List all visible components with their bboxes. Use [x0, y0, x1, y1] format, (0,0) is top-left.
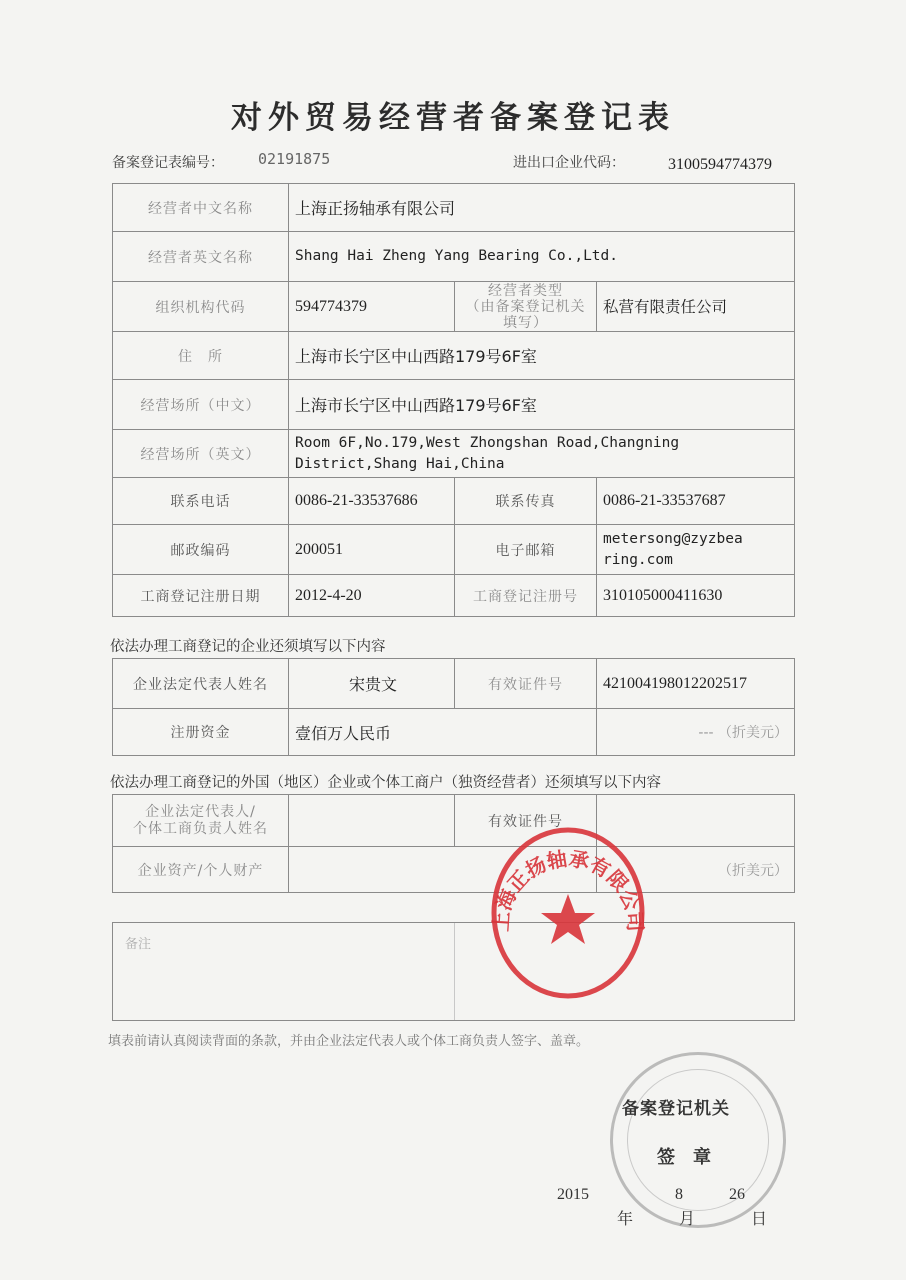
- foreign-rep-label: [113, 795, 289, 847]
- email-line2: ring.com: [603, 551, 673, 568]
- sign-year: 2015: [557, 1186, 589, 1203]
- remarks-table: [112, 922, 795, 1021]
- seal-star-icon: [541, 894, 595, 944]
- address-label: 住 所: [113, 332, 289, 380]
- capital-usd: ---: [698, 725, 714, 741]
- sign-day: 26: [729, 1186, 745, 1203]
- year-unit: 年: [617, 1209, 634, 1228]
- place-en-line2: District,Shang Hai,China: [295, 455, 505, 472]
- org-code: 594774379: [289, 282, 455, 332]
- filing-no: 02191875: [258, 150, 331, 168]
- email: [597, 525, 795, 575]
- phone-label: 联系电话: [113, 478, 289, 525]
- operator-type-label-line2: （由备案登记机关填写）: [465, 298, 586, 331]
- reg-no-label: 工商登记注册号: [455, 575, 597, 617]
- capital-usd-cell: [597, 709, 795, 756]
- ie-code: 3100594774379: [668, 156, 772, 173]
- company-seal-text: 上海正扬轴承有限公司: [488, 846, 648, 933]
- footer-note: 填表前请认真阅读背面的条款，并由企业法定代表人或个体工商负责人签字、盖章。: [108, 1034, 590, 1049]
- remarks-label: 备注: [113, 923, 455, 1021]
- company-seal: [488, 822, 648, 1004]
- day-unit: 日: [751, 1209, 768, 1228]
- reg-no: 310105000411630: [597, 575, 795, 617]
- main-info-table: [112, 183, 795, 617]
- fax-label: 联系传真: [455, 478, 597, 525]
- section1-heading: 依法办理工商登记的企业还须填写以下内容: [110, 639, 386, 655]
- operator-type-label-line1: 经营者类型: [488, 282, 563, 299]
- usd-label: （折美元）: [718, 725, 788, 741]
- seal-label: 签 章: [657, 1147, 711, 1168]
- fax: 0086-21-33537687: [597, 478, 795, 525]
- authority-seal: [610, 1052, 786, 1228]
- org-code-label: 组织机构代码: [113, 282, 289, 332]
- en-name-label: 经营者英文名称: [113, 232, 289, 282]
- id-label: 有效证件号: [455, 659, 597, 709]
- postcode-label: 邮政编码: [113, 525, 289, 575]
- reg-date-label: 工商登记注册日期: [113, 575, 289, 617]
- assets-label: 企业资产/个人财产: [113, 847, 289, 893]
- place-cn-label: 经营场所（中文）: [113, 380, 289, 430]
- capital: 壹佰万人民币: [289, 709, 597, 756]
- legal-rep-label: 企业法定代表人姓名: [113, 659, 289, 709]
- operator-type: 私营有限责任公司: [597, 282, 795, 332]
- id-no: 421004198012202517: [597, 659, 795, 709]
- foreign-rep-label-line1: 企业法定代表人/: [145, 803, 256, 820]
- assets-usd-label: （折美元）: [597, 847, 795, 893]
- email-line1: metersong@zyzbea: [603, 530, 743, 547]
- reg-date: 2012-4-20: [289, 575, 455, 617]
- document-title: 对外贸易经营者备案登记表: [231, 100, 675, 136]
- place-en-label: 经营场所（英文）: [113, 430, 289, 478]
- cn-name: 上海正扬轴承有限公司: [289, 184, 795, 232]
- email-label: 电子邮箱: [455, 525, 597, 575]
- operator-type-label: [455, 282, 597, 332]
- address: 上海市长宁区中山西路179号6F室: [289, 332, 795, 380]
- en-name: Shang Hai Zheng Yang Bearing Co.,Ltd.: [289, 232, 795, 282]
- phone: 0086-21-33537686: [289, 478, 455, 525]
- section2-table: [112, 794, 795, 893]
- ie-code-label: 进出口企业代码：: [513, 155, 625, 171]
- section2-heading: 依法办理工商登记的外国（地区）企业或个体工商户（独资经营者）还须填写以下内容: [110, 775, 661, 791]
- filing-no-label: 备案登记表编号：: [112, 155, 224, 171]
- postcode: 200051: [289, 525, 455, 575]
- place-en: [289, 430, 795, 478]
- legal-rep-name: 宋贵文: [289, 659, 455, 709]
- sign-month: 8: [675, 1186, 683, 1203]
- foreign-id-label: 有效证件号: [455, 795, 597, 847]
- place-cn: 上海市长宁区中山西路179号6F室: [289, 380, 795, 430]
- place-en-line1: Room 6F,No.179,West Zhongshan Road,Changning: [295, 434, 680, 451]
- section1-table: [112, 658, 795, 756]
- authority-label: 备案登记机关: [622, 1099, 730, 1119]
- capital-label: 注册资金: [113, 709, 289, 756]
- month-unit: 月: [679, 1209, 696, 1228]
- foreign-rep-label-line2: 个体工商负责人姓名: [133, 820, 268, 837]
- cn-name-label: 经营者中文名称: [113, 184, 289, 232]
- foreign-rep-name: [289, 795, 455, 847]
